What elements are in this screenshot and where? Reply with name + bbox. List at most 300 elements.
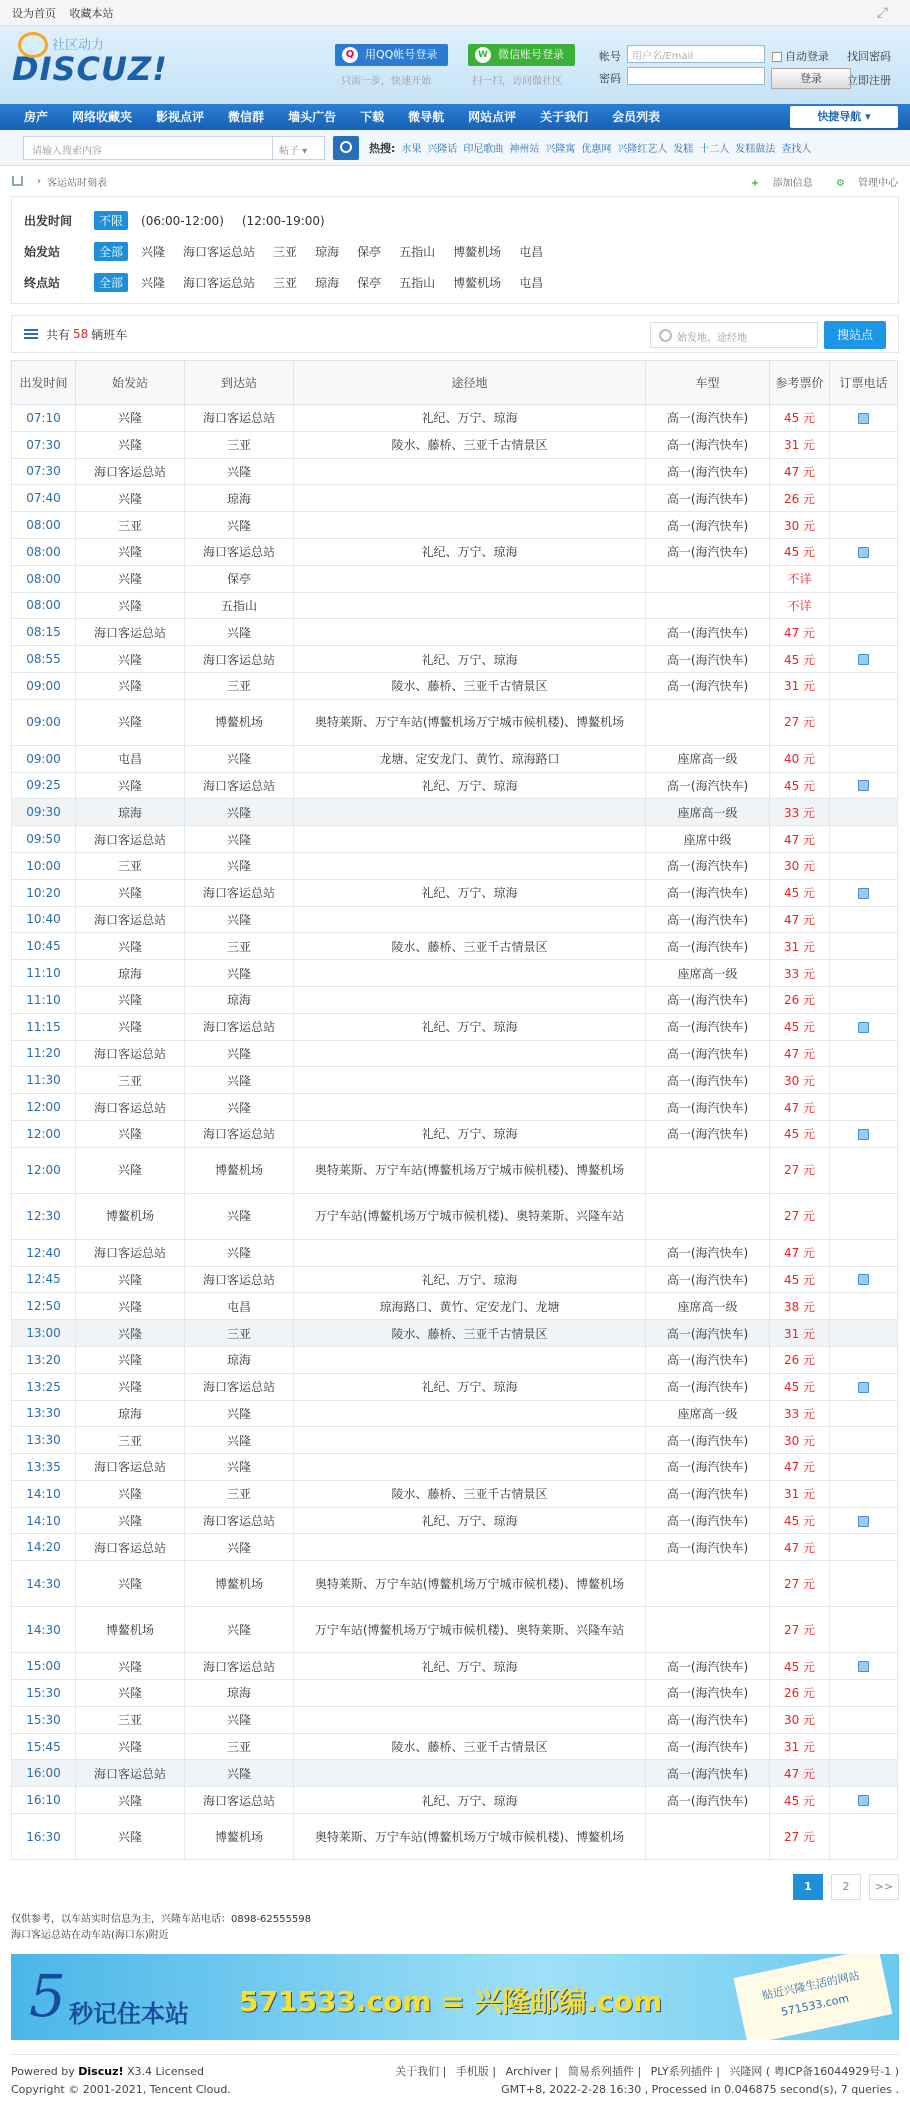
cell-price: 45 元 bbox=[770, 772, 830, 799]
footer-link[interactable]: 兴隆网 ( 粤ICP备16044929号-1 ) bbox=[729, 2065, 899, 2079]
hot-link[interactable]: 水果 bbox=[401, 144, 422, 155]
schedule-notes bbox=[11, 1912, 910, 1944]
nav-item-about[interactable]: 关于我们 bbox=[540, 110, 589, 124]
cell-destination: 琼海 bbox=[185, 485, 294, 512]
cell-destination: 保亭 bbox=[185, 565, 294, 592]
cell-bus-type: 高一(海汽快车) bbox=[646, 1534, 770, 1561]
table-row bbox=[12, 431, 898, 458]
cell-phone bbox=[830, 1067, 898, 1094]
cell-origin: 兴隆 bbox=[76, 1373, 185, 1400]
cell-price: 27 元 bbox=[770, 699, 830, 745]
cell-destination: 海口客运总站 bbox=[185, 1787, 294, 1814]
cell-depart-time: 12:00 bbox=[12, 1094, 76, 1121]
dest-option[interactable]: 琼海 bbox=[315, 276, 340, 290]
cell-bus-type: 高一(海汽快车) bbox=[646, 933, 770, 960]
table-row bbox=[12, 646, 898, 673]
cell-destination: 兴隆 bbox=[185, 852, 294, 879]
search-input[interactable]: 请输入搜索内容 bbox=[23, 136, 273, 160]
hot-link[interactable]: 发糕做法 bbox=[735, 144, 776, 155]
cell-destination: 海口客运总站 bbox=[185, 405, 294, 432]
cell-destination: 兴隆 bbox=[185, 1760, 294, 1787]
table-row bbox=[12, 1454, 898, 1481]
cell-origin: 海口客运总站 bbox=[76, 619, 185, 646]
cell-destination: 兴隆 bbox=[185, 1067, 294, 1094]
time-option[interactable]: 不限 bbox=[94, 211, 128, 230]
wechat-login-button[interactable]: W 微信账号登录 bbox=[468, 44, 575, 66]
cell-depart-time: 13:20 bbox=[12, 1346, 76, 1373]
search-button[interactable] bbox=[333, 136, 359, 160]
cell-bus-type: 高一(海汽快车) bbox=[646, 1706, 770, 1733]
cell-via bbox=[294, 565, 646, 592]
cell-depart-time: 07:30 bbox=[12, 458, 76, 485]
cell-price: 47 元 bbox=[770, 906, 830, 933]
phone-booking-icon[interactable] bbox=[858, 654, 869, 665]
cell-price: 26 元 bbox=[770, 485, 830, 512]
next-page-button[interactable]: >> bbox=[869, 1874, 899, 1900]
cell-via bbox=[294, 1706, 646, 1733]
cell-phone bbox=[830, 592, 898, 619]
cell-bus-type: 座席高一级 bbox=[646, 799, 770, 826]
pagination bbox=[0, 1874, 899, 1900]
cell-destination: 海口客运总站 bbox=[185, 1373, 294, 1400]
cell-depart-time: 09:00 bbox=[12, 745, 76, 772]
cell-via: 礼纪、万宁、琼海 bbox=[294, 1653, 646, 1680]
cell-destination: 博鳌机场 bbox=[185, 1147, 294, 1193]
cell-phone bbox=[830, 1373, 898, 1400]
cell-destination: 兴隆 bbox=[185, 1094, 294, 1121]
origin-option[interactable]: 屯昌 bbox=[519, 245, 544, 259]
cell-origin: 兴隆 bbox=[76, 933, 185, 960]
cell-phone bbox=[830, 1706, 898, 1733]
cell-origin: 兴隆 bbox=[76, 1561, 185, 1607]
cell-phone bbox=[830, 1607, 898, 1653]
hot-link[interactable]: 十二人 bbox=[699, 144, 730, 155]
cell-depart-time: 12:00 bbox=[12, 1147, 76, 1193]
cell-via bbox=[294, 906, 646, 933]
cell-price: 45 元 bbox=[770, 538, 830, 565]
cell-via bbox=[294, 986, 646, 1013]
dest-option[interactable]: 全部 bbox=[94, 273, 128, 292]
add-info-link[interactable]: + 添加信息 bbox=[750, 178, 813, 189]
cell-destination: 海口客运总站 bbox=[185, 879, 294, 906]
cell-depart-time: 07:10 bbox=[12, 405, 76, 432]
cell-destination: 博鳌机场 bbox=[185, 1814, 294, 1860]
cell-via: 礼纪、万宁、琼海 bbox=[294, 405, 646, 432]
cell-depart-time: 15:00 bbox=[12, 1653, 76, 1680]
table-row bbox=[12, 1653, 898, 1680]
dest-option[interactable]: 保亭 bbox=[357, 276, 382, 290]
nav-item-site-review[interactable]: 网站点评 bbox=[468, 110, 517, 124]
cell-bus-type: 高一(海汽快车) bbox=[646, 1427, 770, 1454]
table-row bbox=[12, 1733, 898, 1760]
hot-link[interactable]: 神州站 bbox=[509, 144, 540, 155]
cell-depart-time: 16:00 bbox=[12, 1760, 76, 1787]
nav-item-members[interactable]: 会员列表 bbox=[612, 110, 661, 124]
page-1-button[interactable]: 1 bbox=[793, 1874, 823, 1900]
phone-booking-icon[interactable] bbox=[858, 1022, 869, 1033]
cell-price: 47 元 bbox=[770, 1239, 830, 1266]
cell-bus-type: 高一(海汽快车) bbox=[646, 405, 770, 432]
cell-depart-time: 08:00 bbox=[12, 592, 76, 619]
cell-destination: 兴隆 bbox=[185, 960, 294, 987]
cell-bus-type: 高一(海汽快车) bbox=[646, 1013, 770, 1040]
home-icon[interactable] bbox=[12, 176, 23, 186]
breadcrumb-current[interactable]: 客运站时刻表 bbox=[47, 177, 107, 189]
hot-link[interactable]: 兴隆红艺人 bbox=[617, 144, 668, 155]
cell-depart-time: 08:00 bbox=[12, 512, 76, 539]
cell-price: 26 元 bbox=[770, 1680, 830, 1707]
cell-bus-type: 座席高一级 bbox=[646, 1293, 770, 1320]
nav-item-ads[interactable]: 墙头广告 bbox=[288, 110, 337, 124]
cell-destination: 兴隆 bbox=[185, 619, 294, 646]
quick-nav-dropdown[interactable]: 快捷导航 ▾ bbox=[790, 106, 898, 128]
dest-option[interactable]: 博鳌机场 bbox=[453, 276, 502, 290]
cell-price: 27 元 bbox=[770, 1193, 830, 1239]
hot-link[interactable]: 发糕 bbox=[673, 144, 694, 155]
cell-depart-time: 11:20 bbox=[12, 1040, 76, 1067]
cell-depart-time: 16:30 bbox=[12, 1814, 76, 1860]
cell-depart-time: 11:10 bbox=[12, 986, 76, 1013]
cell-phone bbox=[830, 1814, 898, 1860]
cell-destination: 兴隆 bbox=[185, 1706, 294, 1733]
cell-price: 47 元 bbox=[770, 1454, 830, 1481]
cell-phone bbox=[830, 538, 898, 565]
auto-login-checkbox[interactable]: 自动登录 bbox=[772, 48, 829, 64]
origin-filter-row bbox=[24, 236, 886, 267]
phone-booking-icon[interactable] bbox=[858, 413, 869, 424]
phone-booking-icon[interactable] bbox=[858, 1129, 869, 1140]
cell-phone bbox=[830, 672, 898, 699]
cell-price: 47 元 bbox=[770, 619, 830, 646]
origin-option[interactable]: 兴隆 bbox=[141, 245, 166, 259]
cell-depart-time: 12:00 bbox=[12, 1120, 76, 1147]
cell-bus-type: 高一(海汽快车) bbox=[646, 672, 770, 699]
footer-copyright: Copyright © 2001-2021, Tencent Cloud. bbox=[11, 2083, 231, 2097]
cell-via bbox=[294, 512, 646, 539]
cell-bus-type: 高一(海汽快车) bbox=[646, 906, 770, 933]
cell-origin: 三亚 bbox=[76, 512, 185, 539]
cell-phone bbox=[830, 1266, 898, 1293]
table-row bbox=[12, 1787, 898, 1814]
table-row bbox=[12, 879, 898, 906]
table-row bbox=[12, 1067, 898, 1094]
footer-brand-link[interactable]: Discuz! bbox=[78, 2065, 124, 2079]
cell-origin: 兴隆 bbox=[76, 1120, 185, 1147]
nav-item-download[interactable]: 下载 bbox=[360, 110, 385, 124]
login-button[interactable]: 登录 bbox=[771, 68, 851, 89]
origin-option[interactable]: 海口客运总站 bbox=[183, 245, 256, 259]
cell-origin: 兴隆 bbox=[76, 646, 185, 673]
cell-origin: 海口客运总站 bbox=[76, 1454, 185, 1481]
cell-origin: 兴隆 bbox=[76, 538, 185, 565]
cell-depart-time: 07:30 bbox=[12, 431, 76, 458]
cell-bus-type: 高一(海汽快车) bbox=[646, 1094, 770, 1121]
cell-bus-type: 座席高一级 bbox=[646, 745, 770, 772]
col-destination: 到达站 bbox=[185, 361, 294, 405]
cell-phone bbox=[830, 960, 898, 987]
cell-price: 45 元 bbox=[770, 879, 830, 906]
cell-via bbox=[294, 852, 646, 879]
cell-destination: 兴隆 bbox=[185, 799, 294, 826]
table-row bbox=[12, 1534, 898, 1561]
phone-booking-icon[interactable] bbox=[858, 1795, 869, 1806]
cell-depart-time: 08:00 bbox=[12, 565, 76, 592]
footer-link[interactable]: Archiver bbox=[505, 2065, 552, 2079]
dest-filter-label: 终点站 bbox=[24, 276, 61, 290]
hot-link[interactable]: 兴隆话 bbox=[427, 144, 458, 155]
cell-bus-type: 高一(海汽快车) bbox=[646, 1760, 770, 1787]
search-type-select[interactable]: 帖子 ▾ bbox=[273, 136, 325, 160]
site-logo[interactable] bbox=[12, 34, 168, 88]
cell-phone bbox=[830, 1293, 898, 1320]
origin-option[interactable]: 保亭 bbox=[357, 245, 382, 259]
footer-link[interactable]: 手机版 bbox=[455, 2065, 489, 2079]
cell-price: 45 元 bbox=[770, 1787, 830, 1814]
cell-price: 31 元 bbox=[770, 1320, 830, 1347]
cell-phone bbox=[830, 458, 898, 485]
phone-booking-icon[interactable] bbox=[858, 1516, 869, 1527]
cell-bus-type: 高一(海汽快车) bbox=[646, 772, 770, 799]
origin-option[interactable]: 博鳌机场 bbox=[453, 245, 502, 259]
station-search-input[interactable]: 始发地、途经地 bbox=[650, 322, 818, 348]
cell-phone bbox=[830, 1239, 898, 1266]
cell-phone bbox=[830, 485, 898, 512]
cell-bus-type: 高一(海汽快车) bbox=[646, 485, 770, 512]
table-row bbox=[12, 745, 898, 772]
dest-option[interactable]: 兴隆 bbox=[141, 276, 166, 290]
plus-icon: + bbox=[750, 178, 763, 189]
dest-option[interactable]: 屯昌 bbox=[519, 276, 544, 290]
phone-booking-icon[interactable] bbox=[858, 1661, 869, 1672]
table-row bbox=[12, 1400, 898, 1427]
cell-depart-time: 13:00 bbox=[12, 1320, 76, 1347]
admin-center-link[interactable]: ⚙ 管理中心 bbox=[835, 178, 898, 189]
nav-item-bookmarks[interactable]: 网络收藏夹 bbox=[72, 110, 133, 124]
result-summary bbox=[11, 315, 899, 353]
cell-destination: 三亚 bbox=[185, 1480, 294, 1507]
cell-price: 47 元 bbox=[770, 1760, 830, 1787]
cell-phone bbox=[830, 772, 898, 799]
site-footer: Powered by Discuz! X3.4 Licensed Copyright © 2001-2021, Tencent Cloud. 关于我们 | 手机版 | Archiver | 简易系列插件 | PLY系列插件 | 兴隆网 ( 粤ICP备16044929号-1 ) GMT+8, 2022-2-28 16:30 , Processed in 0.046875 second(s), 7 queries . bbox=[11, 2054, 899, 2099]
cell-bus-type: 高一(海汽快车) bbox=[646, 619, 770, 646]
cell-depart-time: 10:40 bbox=[12, 906, 76, 933]
cell-via: 礼纪、万宁、琼海 bbox=[294, 1507, 646, 1534]
origin-option[interactable]: 五指山 bbox=[399, 245, 436, 259]
table-row bbox=[12, 772, 898, 799]
cell-origin: 兴隆 bbox=[76, 405, 185, 432]
cell-destination: 兴隆 bbox=[185, 1534, 294, 1561]
site-header bbox=[0, 26, 910, 104]
cell-phone bbox=[830, 1120, 898, 1147]
register-link[interactable]: 立即注册 bbox=[847, 74, 891, 87]
cell-destination: 兴隆 bbox=[185, 906, 294, 933]
cell-origin: 兴隆 bbox=[76, 1293, 185, 1320]
table-row bbox=[12, 565, 898, 592]
table-row bbox=[12, 538, 898, 565]
cell-via: 奥特莱斯、万宁车站(博鳌机场万宁城市候机楼)、博鳌机场 bbox=[294, 699, 646, 745]
origin-option[interactable]: 三亚 bbox=[273, 245, 298, 259]
cell-origin: 三亚 bbox=[76, 1706, 185, 1733]
cell-destination: 博鳌机场 bbox=[185, 1561, 294, 1607]
cell-depart-time: 14:20 bbox=[12, 1534, 76, 1561]
cell-via: 陵水、藤桥、三亚千古情景区 bbox=[294, 672, 646, 699]
table-row bbox=[12, 1320, 898, 1347]
cell-via: 陵水、藤桥、三亚千古情景区 bbox=[294, 431, 646, 458]
hot-link[interactable]: 兴隆寓 bbox=[545, 144, 576, 155]
cell-depart-time: 07:40 bbox=[12, 485, 76, 512]
cell-depart-time: 12:40 bbox=[12, 1239, 76, 1266]
cell-bus-type: 座席中级 bbox=[646, 826, 770, 853]
hot-link[interactable]: 优惠网 bbox=[581, 144, 612, 155]
cell-bus-type: 高一(海汽快车) bbox=[646, 646, 770, 673]
cell-price: 45 元 bbox=[770, 646, 830, 673]
summary-prefix: 共有 bbox=[46, 327, 71, 342]
phone-booking-icon[interactable] bbox=[858, 888, 869, 899]
cell-destination: 琼海 bbox=[185, 1346, 294, 1373]
cell-phone bbox=[830, 1346, 898, 1373]
footer-link[interactable]: PLY系列插件 bbox=[650, 2065, 713, 2079]
cell-via: 礼纪、万宁、琼海 bbox=[294, 1266, 646, 1293]
cell-bus-type bbox=[646, 1814, 770, 1860]
time-option[interactable]: (06:00-12:00) bbox=[141, 213, 224, 228]
promo-banner[interactable] bbox=[11, 1954, 899, 2040]
cell-depart-time: 15:30 bbox=[12, 1680, 76, 1707]
set-home-link[interactable]: 设为首页 bbox=[12, 6, 56, 20]
cell-bus-type bbox=[646, 699, 770, 745]
cell-bus-type: 高一(海汽快车) bbox=[646, 1680, 770, 1707]
cell-via: 陵水、藤桥、三亚千古情景区 bbox=[294, 1320, 646, 1347]
cell-bus-type: 高一(海汽快车) bbox=[646, 1346, 770, 1373]
cell-price: 27 元 bbox=[770, 1607, 830, 1653]
cell-via bbox=[294, 1094, 646, 1121]
cell-via: 奥特莱斯、万宁车站(博鳌机场万宁城市候机楼)、博鳌机场 bbox=[294, 1147, 646, 1193]
expand-icon[interactable]: ⤢ bbox=[876, 4, 888, 21]
nav-item-movies[interactable]: 影视点评 bbox=[156, 110, 205, 124]
time-option[interactable]: (12:00-19:00) bbox=[241, 213, 325, 228]
cell-phone bbox=[830, 852, 898, 879]
footer-link[interactable]: 关于我们 bbox=[395, 2065, 440, 2079]
gear-icon: ⚙ bbox=[835, 178, 848, 189]
table-row bbox=[12, 1094, 898, 1121]
origin-option[interactable]: 全部 bbox=[94, 242, 128, 261]
qq-login-button[interactable]: Q 用QQ帐号登录 bbox=[335, 44, 448, 66]
table-row bbox=[12, 1293, 898, 1320]
phone-booking-icon[interactable] bbox=[858, 547, 869, 558]
phone-booking-icon[interactable] bbox=[858, 1274, 869, 1285]
cell-origin: 博鳌机场 bbox=[76, 1607, 185, 1653]
account-input[interactable]: 用户名/Email bbox=[627, 45, 765, 63]
cell-destination: 海口客运总站 bbox=[185, 1120, 294, 1147]
cell-destination: 兴隆 bbox=[185, 1040, 294, 1067]
col-phone: 订票电话 bbox=[830, 361, 898, 405]
cell-origin: 兴隆 bbox=[76, 1653, 185, 1680]
cell-phone bbox=[830, 1680, 898, 1707]
cell-phone bbox=[830, 1193, 898, 1239]
origin-option[interactable]: 琼海 bbox=[315, 245, 340, 259]
cell-phone bbox=[830, 646, 898, 673]
nav-item-wechat[interactable]: 微信群 bbox=[228, 110, 265, 124]
cell-bus-type: 高一(海汽快车) bbox=[646, 1040, 770, 1067]
cell-depart-time: 08:00 bbox=[12, 538, 76, 565]
hot-link[interactable]: 查找人 bbox=[781, 144, 812, 155]
col-via: 途径地 bbox=[294, 361, 646, 405]
cell-depart-time: 10:00 bbox=[12, 852, 76, 879]
cell-destination: 兴隆 bbox=[185, 1239, 294, 1266]
cell-destination: 海口客运总站 bbox=[185, 1266, 294, 1293]
cell-depart-time: 13:25 bbox=[12, 1373, 76, 1400]
password-input[interactable] bbox=[627, 67, 765, 85]
summary-suffix: 辆班车 bbox=[91, 327, 128, 342]
find-password-link[interactable]: 找回密码 bbox=[847, 50, 891, 63]
nav-item-house[interactable]: 房产 bbox=[24, 110, 49, 124]
cell-price: 45 元 bbox=[770, 1013, 830, 1040]
cell-origin: 兴隆 bbox=[76, 431, 185, 458]
cell-origin: 兴隆 bbox=[76, 1346, 185, 1373]
cell-price: 31 元 bbox=[770, 1480, 830, 1507]
cell-price: 27 元 bbox=[770, 1814, 830, 1860]
bookmark-link[interactable]: 收藏本站 bbox=[69, 6, 114, 20]
table-row bbox=[12, 933, 898, 960]
cell-destination: 兴隆 bbox=[185, 1193, 294, 1239]
table-row bbox=[12, 699, 898, 745]
cell-destination: 博鳌机场 bbox=[185, 699, 294, 745]
top-bar bbox=[0, 0, 910, 26]
cell-price: 26 元 bbox=[770, 1346, 830, 1373]
cell-bus-type: 高一(海汽快车) bbox=[646, 512, 770, 539]
cell-depart-time: 09:00 bbox=[12, 672, 76, 699]
phone-booking-icon[interactable] bbox=[858, 780, 869, 791]
powered-by: Powered by Discuz! X3.4 Licensed bbox=[11, 2065, 204, 2079]
table-row bbox=[12, 826, 898, 853]
table-row bbox=[12, 1239, 898, 1266]
cell-depart-time: 16:10 bbox=[12, 1787, 76, 1814]
hot-link[interactable]: 印尼歌曲 bbox=[463, 144, 504, 155]
footer-link[interactable]: 简易系列插件 bbox=[567, 2065, 634, 2079]
table-row bbox=[12, 1480, 898, 1507]
cell-origin: 兴隆 bbox=[76, 1266, 185, 1293]
cell-destination: 三亚 bbox=[185, 1320, 294, 1347]
cell-phone bbox=[830, 431, 898, 458]
station-search-button[interactable]: 搜站点 bbox=[824, 321, 886, 349]
table-row bbox=[12, 906, 898, 933]
cell-origin: 三亚 bbox=[76, 1067, 185, 1094]
cell-depart-time: 12:45 bbox=[12, 1266, 76, 1293]
hot-search-label: 热搜: bbox=[369, 141, 396, 155]
table-row bbox=[12, 1373, 898, 1400]
cell-phone bbox=[830, 1760, 898, 1787]
cell-via: 琼海路口、黄竹、定安龙门、龙塘 bbox=[294, 1293, 646, 1320]
cell-origin: 兴隆 bbox=[76, 1013, 185, 1040]
nav-item-micro-nav[interactable]: 微导航 bbox=[408, 110, 445, 124]
table-row bbox=[12, 512, 898, 539]
dest-option[interactable]: 五指山 bbox=[399, 276, 436, 290]
phone-booking-icon[interactable] bbox=[858, 1382, 869, 1393]
cell-price: 45 元 bbox=[770, 1653, 830, 1680]
cell-origin: 海口客运总站 bbox=[76, 1534, 185, 1561]
cell-phone bbox=[830, 1787, 898, 1814]
cell-via: 龙塘、定安龙门、黄竹、琼海路口 bbox=[294, 745, 646, 772]
cell-price: 31 元 bbox=[770, 672, 830, 699]
dest-option[interactable]: 三亚 bbox=[273, 276, 298, 290]
cell-depart-time: 13:30 bbox=[12, 1427, 76, 1454]
cell-price: 45 元 bbox=[770, 405, 830, 432]
cell-origin: 兴隆 bbox=[76, 1787, 185, 1814]
cell-depart-time: 12:50 bbox=[12, 1293, 76, 1320]
dest-filter-row bbox=[24, 267, 886, 298]
cell-phone bbox=[830, 1653, 898, 1680]
page-2-button[interactable]: 2 bbox=[831, 1874, 861, 1900]
dest-option[interactable]: 海口客运总站 bbox=[183, 276, 256, 290]
